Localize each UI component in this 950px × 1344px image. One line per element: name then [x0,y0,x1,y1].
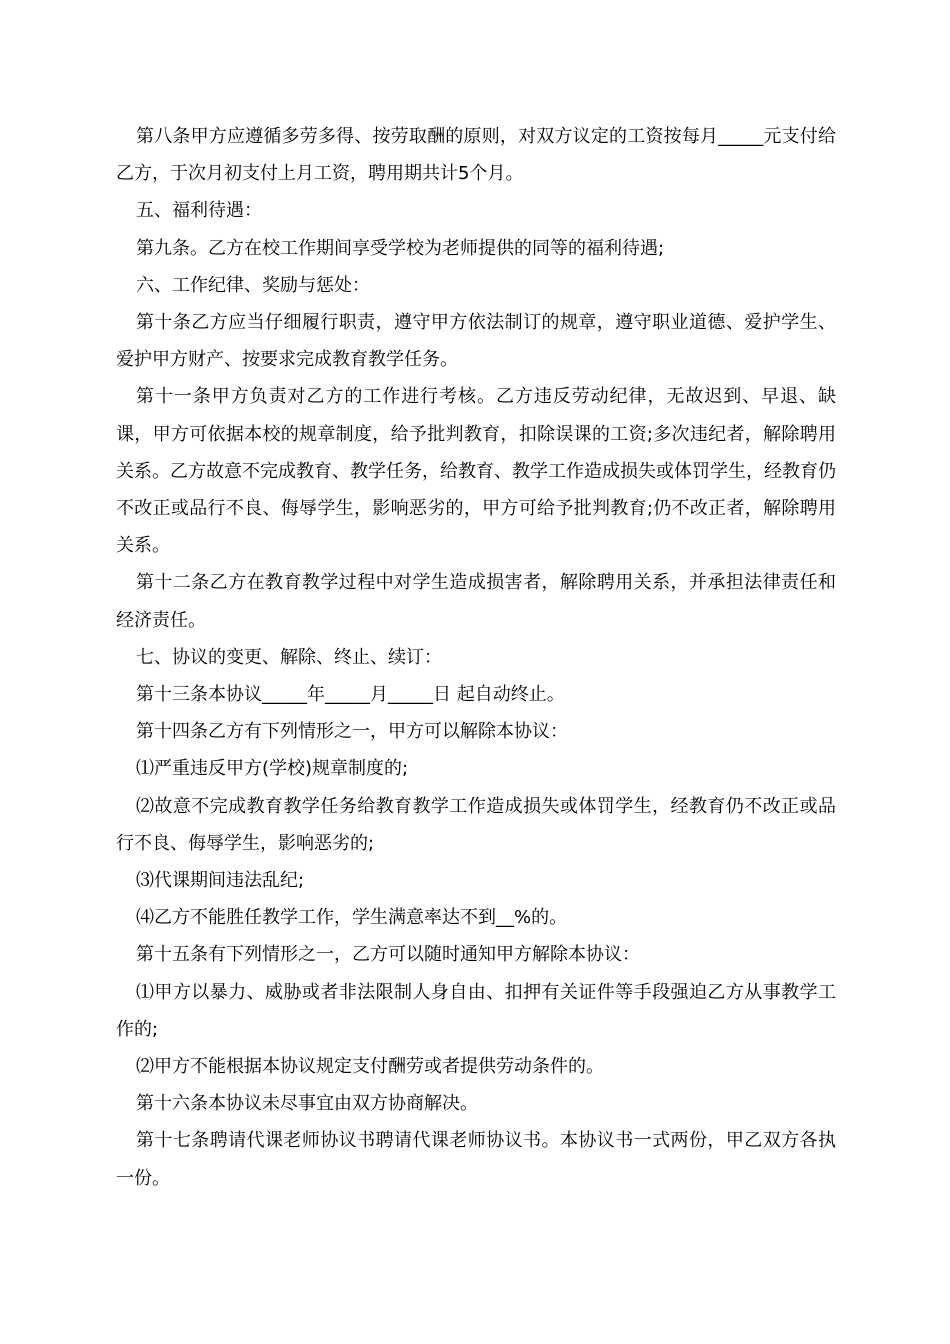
heading-section-5-benefits: 五、福利待遇： [136,200,262,222]
paragraph-article-9: 第九条。乙方在校工作期间享受学校为老师提供的同等的福利待遇; [136,237,665,259]
list-item-15-1: ⑴甲方以暴力、威胁或者非法限制人身自由、扣押有关证件等手段强迫乙方从事教学工作的; [116,981,836,1040]
heading-section-6-discipline: 六、工作纪律、奖励与惩处： [136,274,370,296]
paragraph-article-11: 第十一条甲方负责对乙方的工作进行考核。乙方违反劳动纪律，无故迟到、早退、缺课，甲方可依据本校的规章制度，给予批判教育，扣除误课的工资;多次违纪者，解除聘用关系。乙方故意不完成教育、教学任务，给教育、教学工作造成损失或体罚学生，经教育仍不改正或品行不良、侮辱学生，影响恶劣的，甲方可给予批判教育;仍不改正者，解除聘用关系。 [116,386,836,557]
paragraph-article-17: 第十七条聘请代课老师协议书聘请代课老师协议书。本协议书一式两份，甲乙双方各执一份。 [116,1130,836,1189]
list-item-14-1: ⑴严重违反甲方(学校)规章制度的; [136,758,409,780]
heading-section-7-changes: 七、协议的变更、解除、终止、续订： [136,646,442,668]
paragraph-article-8: 第八条甲方应遵循多劳多得、按劳取酬的原则，对双方议定的工资按每月_____元支付给乙方，于次月初支付上月工资，聘用期共计5个月。 [116,126,836,185]
list-item-14-2: ⑵故意不完成教育教学任务给教育教学工作造成损失或体罚学生，经教育仍不改正或品行不良、侮辱学生，影响恶劣的; [116,795,836,854]
paragraph-article-10: 第十条乙方应当仔细履行职责，遵守甲方依法制订的规章，遵守职业道德、爱护学生、爱护甲方财产、按要求完成教育教学任务。 [116,312,836,371]
document-page [116,118,836,1197]
list-item-14-3: ⑶代课期间违法乱纪; [136,870,305,892]
paragraph-article-16: 第十六条本协议未尽事宜由双方协商解决。 [136,1093,478,1115]
paragraph-article-13: 第十三条本协议_____年_____月_____日 起自动终止。 [136,684,565,706]
list-item-15-2: ⑵甲方不能根据本协议规定支付酬劳或者提供劳动条件的。 [136,1056,604,1078]
paragraph-article-15: 第十五条有下列情形之一，乙方可以随时通知甲方解除本协议： [136,944,640,966]
list-item-14-4: ⑷乙方不能胜任教学工作，学生满意率达不到__%的。 [136,907,568,929]
paragraph-article-12: 第十二条乙方在教育教学过程中对学生造成损害者，解除聘用关系，并承担法律责任和经济责任。 [116,572,836,631]
paragraph-article-14: 第十四条乙方有下列情形之一，甲方可以解除本协议： [136,721,568,743]
